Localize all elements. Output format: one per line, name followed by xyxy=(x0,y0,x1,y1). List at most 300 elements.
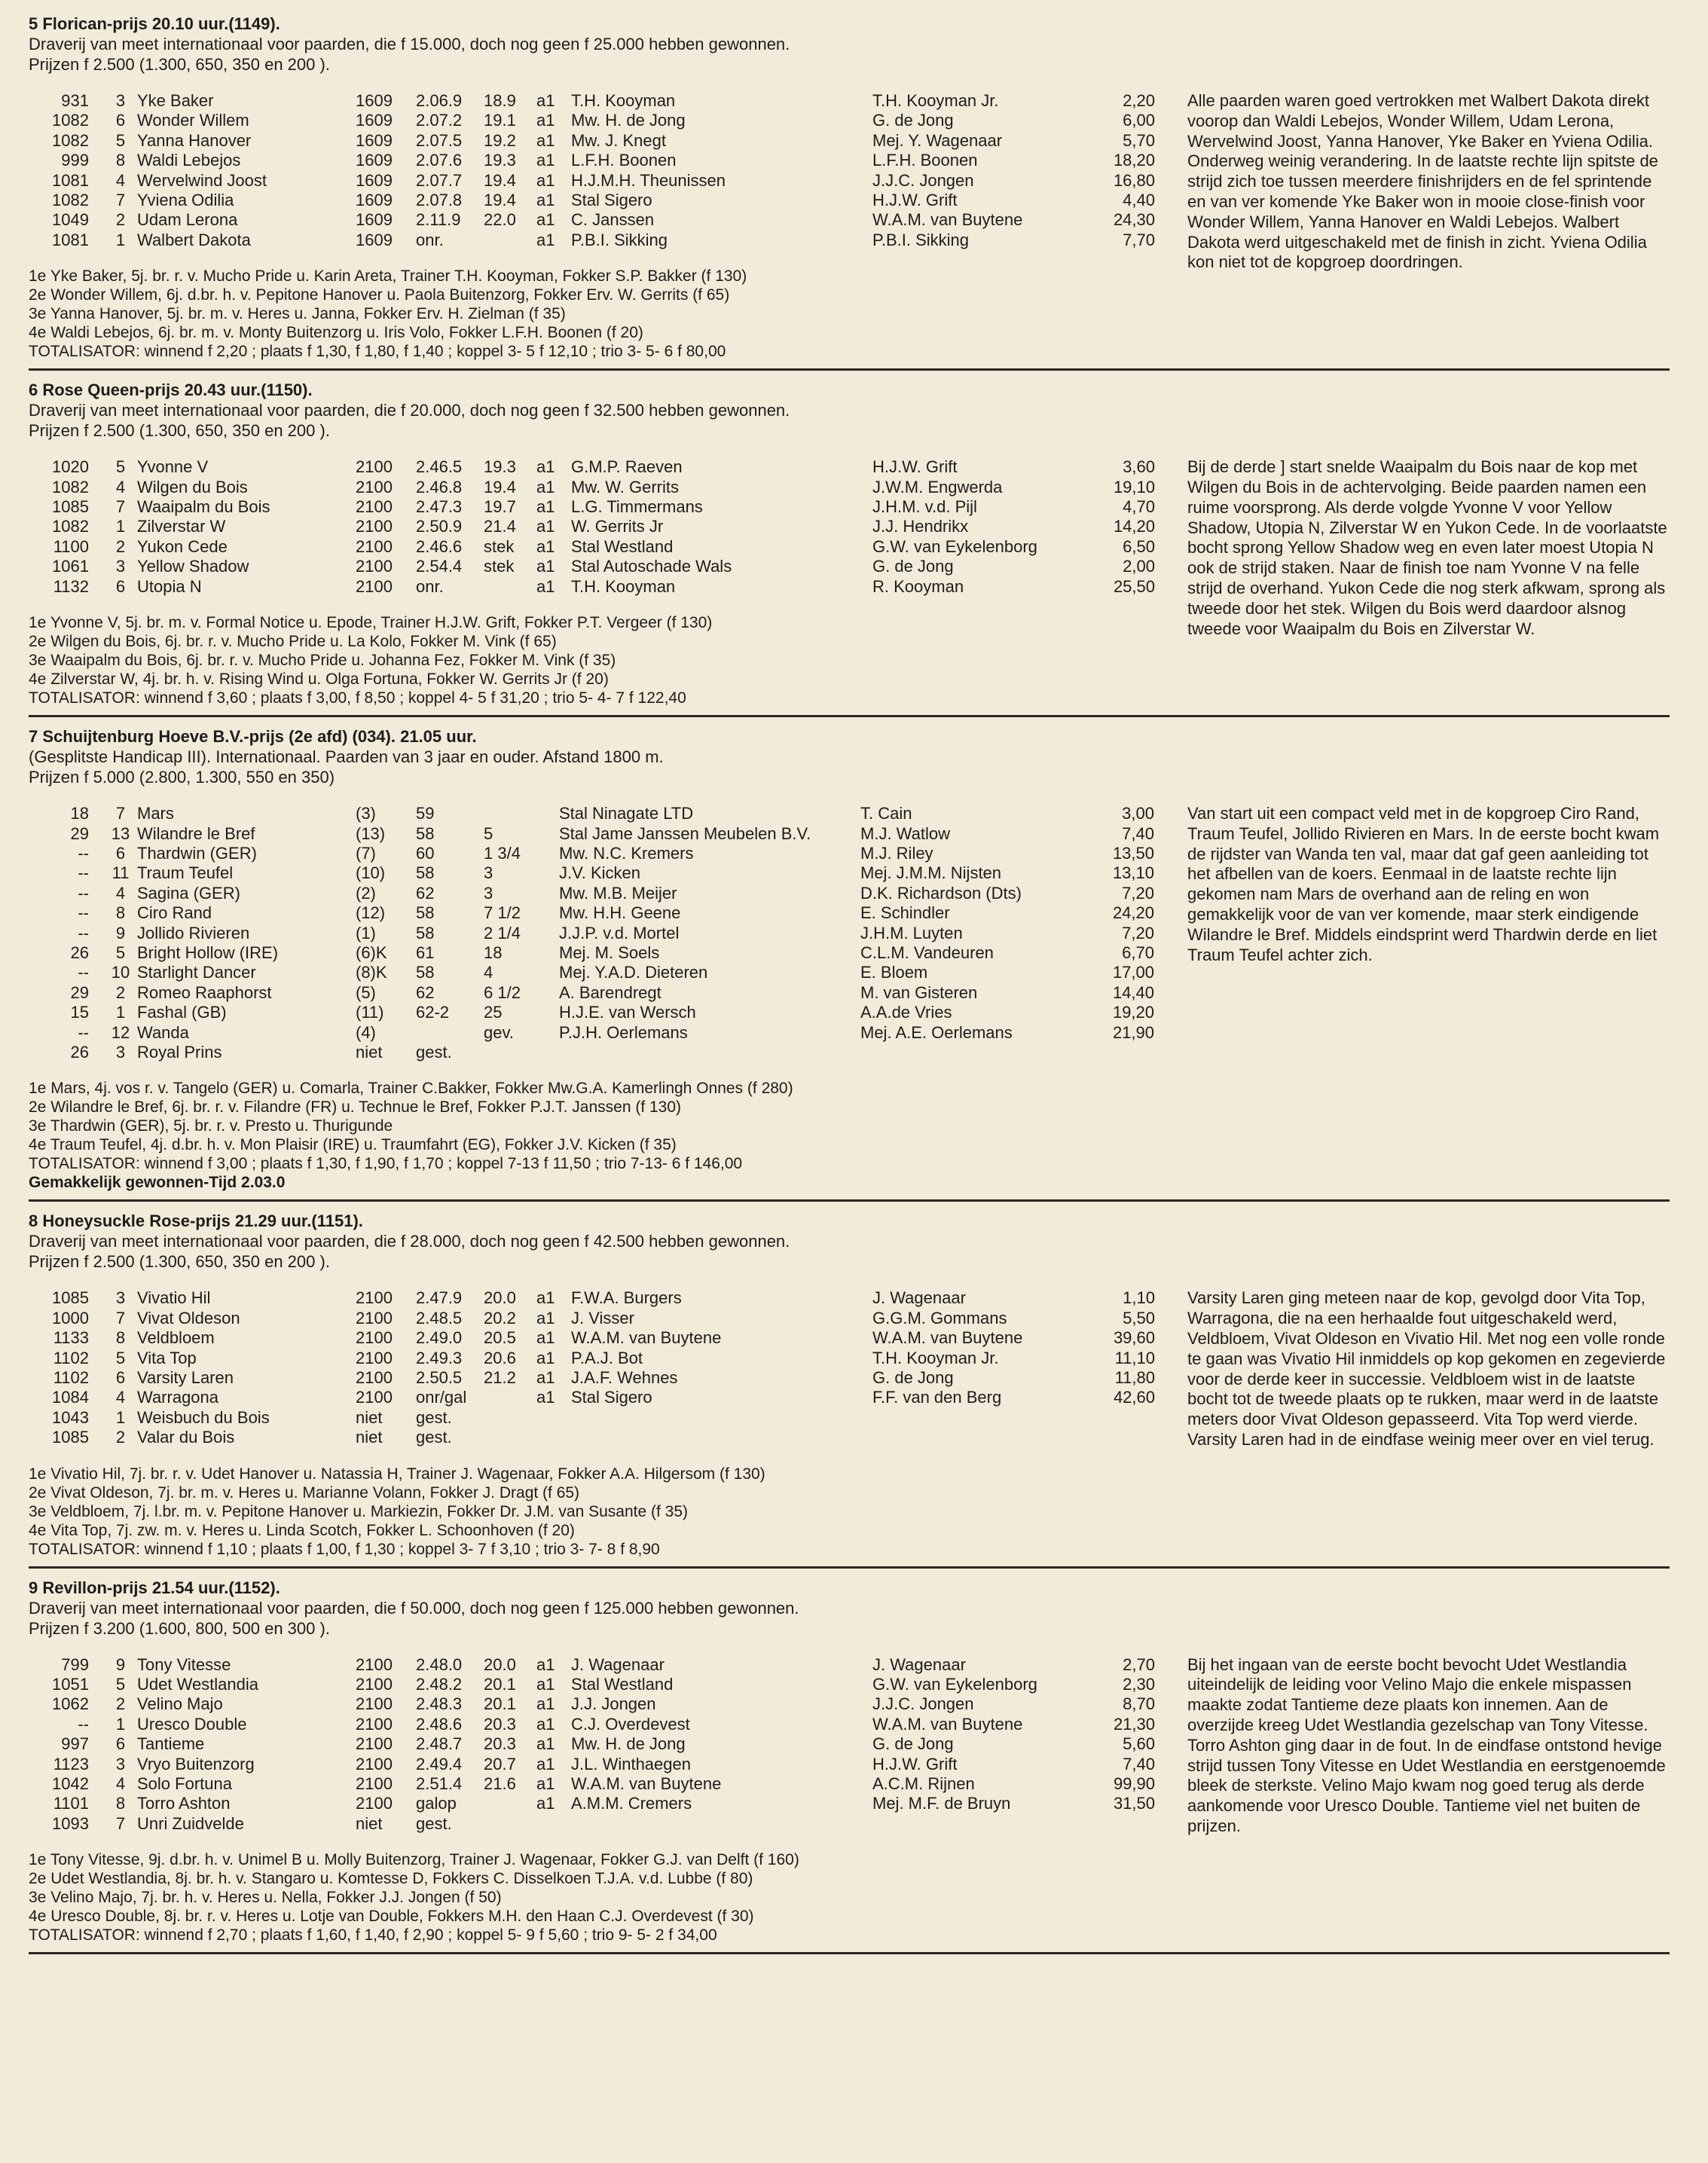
result-cell: 19,20 xyxy=(1112,1003,1154,1022)
result-cell: 13 xyxy=(111,823,130,843)
result-cell: 25,50 xyxy=(1113,576,1155,596)
result-cell: 2100 xyxy=(356,1328,393,1348)
result-cell: E. Schindler xyxy=(860,903,950,923)
result-cell xyxy=(552,924,559,943)
placing-line: 1e Yvonne V, 5j. br. m. v. Formal Notice u. Epode, Trainer H.J.W. Grift, Fokker P.T. Vergeer (f 130) xyxy=(29,614,713,632)
result-cell xyxy=(571,1428,872,1447)
result-cell: (13) xyxy=(356,823,386,843)
result-cell: Vita Top xyxy=(137,1348,197,1367)
result-cell: a1 xyxy=(536,130,555,150)
result-cell: 21,30 xyxy=(1113,1714,1155,1734)
result-cell: F.W.A. Burgers xyxy=(571,1288,682,1308)
race-prizes: Prijzen f 5.000 (2.800, 1.300, 550 en 350) xyxy=(29,768,335,787)
placings xyxy=(29,1465,1165,1559)
result-cell: Mej. J.M.M. Nijsten xyxy=(860,863,1002,883)
result-cell: (3) xyxy=(356,804,376,823)
race-commentary: Van start uit een compact veld met in de kopgroep Ciro Rand, Traum Teufel, Jollido Rivieren en Mars. In de eerste bocht kwam de rijdster van Wanda ten val, maar dat gaf geen aanleiding tot het afbellen van de koers. Eenmaal in de laatste rechte lijn gekomen nam Mars de overhand aan de reling en won gemakkelijk voor de van ver komende, maar sterk eindigende Wilandre le Bref. Middels eindsprint werd Thardwin derde en liet Traum Teufel achter zich. xyxy=(1187,804,1660,964)
result-cell: 2100 xyxy=(356,517,393,536)
result-cell: Yke Baker xyxy=(137,91,214,110)
result-cell: 61 xyxy=(416,942,435,962)
result-cell: 1085 xyxy=(52,1288,89,1308)
result-cell xyxy=(1064,1043,1154,1062)
result-row xyxy=(29,91,1155,111)
result-cell: 2100 xyxy=(356,536,393,556)
race-section xyxy=(29,1578,1670,1955)
result-cell: 21,90 xyxy=(1112,1022,1154,1042)
section-divider xyxy=(29,1566,1670,1569)
result-cell: 7 1/2 xyxy=(484,903,521,923)
result-cell xyxy=(552,863,559,883)
result-cell: a1 xyxy=(536,497,555,517)
result-cell: Stal Sigero xyxy=(571,1388,652,1407)
results-table xyxy=(29,804,1154,1062)
result-cell xyxy=(1065,1428,1155,1447)
result-cell: gev. xyxy=(484,1022,514,1042)
result-cell: 3,00 xyxy=(1122,804,1154,823)
placing-line: 2e Vivat Oldeson, 7j. br. m. v. Heres u. Marianne Volann, Fokker J. Dragt (f 65) xyxy=(29,1483,580,1502)
result-cell: 1051 xyxy=(52,1675,89,1694)
result-cell: 4 xyxy=(115,170,126,190)
result-cell: 997 xyxy=(61,1734,89,1754)
result-cell: J.A.F. Wehnes xyxy=(571,1368,678,1387)
result-cell xyxy=(872,1428,1065,1447)
result-cell: 58 xyxy=(416,863,435,883)
result-cell: 6 xyxy=(115,1368,126,1387)
result-cell: M.J. Riley xyxy=(860,843,933,863)
race-header xyxy=(29,380,1670,441)
result-cell: 5,60 xyxy=(1123,1734,1155,1754)
result-cell: Walbert Dakota xyxy=(137,230,251,249)
result-cell: 11,10 xyxy=(1114,1348,1155,1367)
result-cell: 3,60 xyxy=(1123,457,1155,477)
result-cell xyxy=(484,1408,536,1428)
result-cell: 7,70 xyxy=(1123,230,1155,249)
result-cell: 1 xyxy=(115,230,126,249)
result-cell xyxy=(484,577,536,597)
result-cell: niet xyxy=(356,1407,383,1427)
result-cell: P.J.H. Oerlemans xyxy=(559,1022,688,1042)
result-cell: W.A.M. van Buytene xyxy=(872,1714,1023,1734)
result-cell: Veldbloem xyxy=(137,1328,215,1348)
result-cell: 2 1/4 xyxy=(484,923,521,942)
result-cell: 6 1/2 xyxy=(484,982,521,1002)
result-cell: 8 xyxy=(115,1328,126,1348)
result-cell: a1 xyxy=(536,1714,555,1734)
result-cell: (4) xyxy=(356,1022,376,1042)
result-cell: 18 xyxy=(484,942,503,962)
result-cell: a1 xyxy=(536,557,555,576)
race-section xyxy=(29,726,1670,1202)
result-cell: Stal Ninagate LTD xyxy=(559,804,694,823)
result-cell: 58 xyxy=(416,963,435,982)
result-cell: J. Visser xyxy=(571,1308,634,1327)
result-cell: 2 xyxy=(115,1694,126,1714)
result-cell: 1081 xyxy=(52,230,89,249)
result-cell: J. Wagenaar xyxy=(872,1654,966,1674)
result-row xyxy=(29,131,1155,151)
result-cell: -- xyxy=(78,843,89,863)
result-cell: (10) xyxy=(356,863,386,883)
placing-line: 4e Vita Top, 7j. zw. m. v. Heres u. Linda Scotch, Fokker L. Schoonhoven (f 20) xyxy=(29,1521,575,1539)
result-cell: (11) xyxy=(356,1003,384,1022)
result-cell: 2100 xyxy=(356,1388,393,1407)
result-cell: G.M.P. Raeven xyxy=(571,457,683,477)
result-cell: 18.9 xyxy=(484,91,516,110)
result-cell: a1 xyxy=(536,1794,555,1813)
result-cell: Waaipalm du Bois xyxy=(137,497,270,517)
result-cell: -- xyxy=(78,1714,89,1734)
result-row xyxy=(29,1003,1154,1022)
result-row xyxy=(29,1388,1155,1407)
result-cell: 2100 xyxy=(356,457,393,477)
result-cell xyxy=(484,1043,552,1062)
result-cell: J.J. Hendrikx xyxy=(872,517,969,536)
placings xyxy=(29,613,1165,707)
result-cell: a1 xyxy=(536,151,555,170)
result-cell xyxy=(860,1043,1064,1062)
result-cell: 5 xyxy=(115,1348,126,1367)
result-row xyxy=(29,1349,1155,1368)
result-cell: Jollido Rivieren xyxy=(137,923,250,942)
result-cell: 19,10 xyxy=(1113,477,1155,496)
result-cell: 5 xyxy=(115,130,126,150)
result-cell: 19.7 xyxy=(484,497,516,517)
result-cell: 2100 xyxy=(356,1714,393,1734)
result-cell: 1 3/4 xyxy=(484,843,521,863)
result-cell: G.G.M. Gommans xyxy=(872,1308,1007,1327)
race-commentary: Bij de derde ] start snelde Waaipalm du Bois naar de kop met Wilgen du Bois in de achtervolging. Beide paarden namen een ruime voorsprong. Als derde volgde Yvonne V voor Yellow Shadow, Utopia N, Zilverstar W en Yukon Cede. In de voorlaatste bocht sprong Yellow Shadow weg en even later moest Utopia N ook de strijd staken. Naar de finish toe nam Yvonne V na felle strijd de overhand. Yukon Cede die nog sterk afkwam, sprong als tweede door het stek. Wilgen du Bois werd daardoor alsnog tweede voor Waaipalm du Bois en Zilverstar W. xyxy=(1187,457,1667,638)
result-cell: 2.07.8 xyxy=(416,191,463,210)
result-cell: 1609 xyxy=(356,91,393,110)
race-prizes: Prijzen f 2.500 (1.300, 650, 350 en 200 ). xyxy=(29,1252,330,1272)
placing-line: TOTALISATOR: winnend f 3,60 ; plaats f 3,00, f 8,50 ; koppel 4- 5 f 31,20 ; trio 5- 4- 7 f 122,40 xyxy=(29,689,686,707)
result-cell: Mw. W. Gerrits xyxy=(571,477,679,496)
result-cell: F.F. van den Berg xyxy=(872,1388,1002,1407)
result-cell: Traum Teufel xyxy=(137,863,234,883)
result-cell: 20.1 xyxy=(484,1675,516,1694)
result-cell: H.J.W. Grift xyxy=(872,191,958,210)
placing-line: 3e Velino Majo, 7j. br. h. v. Heres u. Nella, Fokker J.J. Jongen (f 50) xyxy=(29,1889,502,1907)
result-cell: Bright Hollow (IRE) xyxy=(137,942,279,962)
result-cell: P.B.I. Sikking xyxy=(872,230,969,249)
result-cell: 1085 xyxy=(52,1428,89,1447)
placings xyxy=(29,267,1165,361)
result-cell: 2100 xyxy=(356,477,393,496)
result-cell xyxy=(552,804,559,823)
result-cell: Mej. M. Soels xyxy=(559,942,660,962)
placing-line: 3e Thardwin (GER), 5j. br. r. v. Presto u. Thurigunde xyxy=(29,1117,393,1135)
result-cell: Yellow Shadow xyxy=(137,557,249,576)
result-row xyxy=(29,1368,1155,1388)
result-cell: 1043 xyxy=(52,1407,89,1427)
result-cell: Stal Westland xyxy=(571,1675,674,1694)
result-cell: 7 xyxy=(115,1813,126,1833)
result-cell: 59 xyxy=(416,804,435,823)
result-cell: 9 xyxy=(115,1654,126,1674)
result-row xyxy=(29,844,1154,863)
result-cell: 17,00 xyxy=(1112,963,1154,982)
result-cell: 2.46.8 xyxy=(416,477,463,496)
results-table xyxy=(29,91,1155,250)
result-cell: 25 xyxy=(484,1003,503,1022)
result-cell: 6 xyxy=(115,1734,126,1754)
result-cell: 39,60 xyxy=(1113,1328,1155,1348)
result-cell: 2.07.5 xyxy=(416,130,463,150)
result-cell: 1132 xyxy=(53,576,89,596)
result-cell: 16,80 xyxy=(1113,170,1155,190)
result-row xyxy=(29,191,1155,210)
result-cell: a1 xyxy=(536,1774,555,1794)
result-cell xyxy=(552,1023,559,1043)
result-cell xyxy=(559,1043,860,1062)
result-cell: 29 xyxy=(70,823,89,843)
result-cell: W.A.M. van Buytene xyxy=(571,1774,722,1794)
result-cell: G. de Jong xyxy=(872,557,954,576)
result-cell: 26 xyxy=(70,942,89,962)
result-cell: J. Wagenaar xyxy=(872,1288,966,1308)
result-cell: Torro Ashton xyxy=(137,1794,231,1813)
result-cell: 6 xyxy=(115,111,126,130)
result-cell: 1101 xyxy=(53,1794,89,1813)
result-cell xyxy=(416,1023,484,1043)
race-header xyxy=(29,1578,1670,1639)
race-title: 9 Revillon-prijs 21.54 uur.(1152). xyxy=(29,1578,280,1597)
result-cell xyxy=(872,1814,1065,1834)
result-row xyxy=(29,111,1155,130)
result-cell xyxy=(484,1428,536,1447)
result-cell: 2100 xyxy=(356,557,393,576)
result-cell xyxy=(571,1814,872,1834)
result-cell: 1085 xyxy=(52,497,89,517)
result-row xyxy=(29,557,1155,576)
result-cell: galop xyxy=(416,1794,457,1813)
result-cell: 4 xyxy=(115,477,126,496)
result-cell xyxy=(571,1408,872,1428)
result-cell: 3 xyxy=(115,1288,126,1308)
result-cell: J.H.M. Luyten xyxy=(860,923,963,942)
result-cell: 3 xyxy=(115,1042,126,1062)
result-cell: Sagina (GER) xyxy=(137,883,240,903)
placing-line: 2e Wilandre le Bref, 6j. br. r. v. Filandre (FR) u. Technue le Bref, Fokker P.J.T. Janssen (f 130) xyxy=(29,1098,682,1117)
result-cell: H.J.W. Grift xyxy=(872,1754,958,1773)
race-title: 7 Schuijtenburg Hoeve B.V.-prijs (2e afd) (034). 21.05 uur. xyxy=(29,727,477,747)
result-cell: 11,80 xyxy=(1114,1368,1155,1387)
placing-line: 3e Waaipalm du Bois, 6j. br. r. v. Mucho Pride u. Johanna Fez, Fokker M. Vink (f 35) xyxy=(29,652,616,670)
result-cell: 1020 xyxy=(52,457,89,477)
results-table xyxy=(29,1655,1155,1835)
result-cell xyxy=(536,1408,571,1428)
result-cell: a1 xyxy=(536,230,555,249)
result-cell: C.J. Overdevest xyxy=(571,1714,690,1734)
result-cell: Tantieme xyxy=(137,1734,205,1754)
result-cell: T.H. Kooyman xyxy=(571,91,676,110)
result-cell: 19.1 xyxy=(484,111,516,130)
result-cell: 4 xyxy=(484,963,493,982)
result-cell: 5,70 xyxy=(1123,130,1155,150)
result-cell: 8 xyxy=(115,1794,126,1813)
race-commentary: Alle paarden waren goed vertrokken met Walbert Dakota direkt voorop dan Waldi Lebejos, Wonder Willem, Udam Lerona, Wervelwind Joost, Yanna Hanover, Yke Baker en Yviena Odilia. Onderweg weinig verandering. In de laatste rechte lijn spitste de strijd zich toe tussen meerdere finishrijders en de fel sprintende en van ver komende Yke Baker won in mooie close-finish voor Wonder Willem, Yanna Hanover en Waldi Lebejos. Walbert Dakota werd uitgeschakeld met de finish in zicht. Yviena Odilia kon niet tot de kopgroep doordringen. xyxy=(1187,91,1658,272)
result-cell: 4 xyxy=(115,1388,126,1407)
result-cell: -- xyxy=(78,863,89,883)
result-cell: Stal Westland xyxy=(571,536,674,556)
result-cell: gest. xyxy=(416,1042,452,1062)
results-column xyxy=(29,1288,1165,1558)
result-cell: J. Wagenaar xyxy=(571,1654,665,1674)
result-cell: 5 xyxy=(115,1675,126,1694)
result-cell: 999 xyxy=(61,151,89,170)
result-cell: W.A.M. van Buytene xyxy=(571,1328,722,1348)
result-cell: 19.4 xyxy=(484,477,516,496)
result-cell: a1 xyxy=(536,1388,555,1407)
result-cell: Vivatio Hil xyxy=(137,1288,211,1308)
race-note: Gemakkelijk gewonnen-Tijd 2.03.0 xyxy=(29,1174,286,1192)
result-cell: G.W. van Eykelenborg xyxy=(872,1675,1037,1694)
result-cell: Utopia N xyxy=(137,576,202,596)
race-conditions: Draverij van meet internationaal voor paarden, die f 20.000, doch nog geen f 32.500 hebben gewonnen. xyxy=(29,401,790,420)
result-cell: 2.48.0 xyxy=(416,1654,463,1674)
result-cell: 60 xyxy=(416,843,435,863)
result-cell: P.B.I. Sikking xyxy=(571,230,668,249)
result-cell: 7,20 xyxy=(1122,923,1154,942)
result-cell: a1 xyxy=(536,457,555,477)
placing-line: 1e Yke Baker, 5j. br. r. v. Mucho Pride u. Karin Areta, Trainer T.H. Kooyman, Fokker S.P. Bakker (f 130) xyxy=(29,267,747,286)
result-cell: 1082 xyxy=(52,191,89,210)
race-header xyxy=(29,726,1670,787)
placing-line: TOTALISATOR: winnend f 3,00 ; plaats f 1,30, f 1,90, f 1,70 ; koppel 7-13 f 11,50 ; trio 7-13- 6 f 146,00 xyxy=(29,1155,743,1173)
result-cell: 5,50 xyxy=(1123,1308,1155,1327)
result-cell: Wanda xyxy=(137,1022,189,1042)
result-cell: Mw. H.H. Geene xyxy=(559,903,681,923)
result-cell: 7,40 xyxy=(1122,823,1154,843)
result-cell: 3 xyxy=(115,557,126,576)
result-cell: Mej. Y.A.D. Dieteren xyxy=(559,963,708,982)
placing-line: 1e Mars, 4j. vos r. v. Tangelo (GER) u. Comarla, Trainer C.Bakker, Fokker Mw.G.A. Kamerlingh Onnes (f 280) xyxy=(29,1080,793,1098)
result-cell xyxy=(552,824,559,844)
result-cell: 6,50 xyxy=(1123,536,1155,556)
result-cell: 58 xyxy=(416,823,435,843)
result-cell: 13,10 xyxy=(1112,863,1154,883)
result-cell: 2.48.7 xyxy=(416,1734,463,1754)
result-cell: Udam Lerona xyxy=(137,210,238,230)
result-cell: J.H.M. v.d. Pijl xyxy=(872,497,977,517)
result-cell: 62 xyxy=(416,982,435,1002)
result-cell: 1000 xyxy=(52,1308,89,1327)
result-cell: 2.50.5 xyxy=(416,1368,463,1387)
result-row xyxy=(29,1694,1155,1714)
result-cell: Yukon Cede xyxy=(137,536,228,556)
result-cell: 26 xyxy=(70,1042,89,1062)
result-cell: A. Barendregt xyxy=(559,982,662,1002)
results-column xyxy=(29,1655,1165,1945)
result-cell: 12 xyxy=(111,1022,130,1042)
result-row xyxy=(29,1309,1155,1328)
race-conditions: Draverij van meet internationaal voor paarden, die f 15.000, doch nog geen f 25.000 hebben gewonnen. xyxy=(29,35,790,53)
result-cell: 3 xyxy=(115,1754,126,1773)
placings xyxy=(29,1850,1165,1945)
result-cell: a1 xyxy=(536,1675,555,1694)
result-row xyxy=(29,1734,1155,1754)
result-cell: Udet Westlandia xyxy=(137,1675,259,1694)
race-prizes: Prijzen f 2.500 (1.300, 650, 350 en 200 ). xyxy=(29,421,330,441)
result-cell: Mw. M.B. Meijer xyxy=(559,883,677,903)
section-divider xyxy=(29,368,1670,371)
result-cell xyxy=(552,963,559,982)
result-cell: 1081 xyxy=(52,170,89,190)
result-cell: 21.4 xyxy=(484,517,516,536)
placing-line: TOTALISATOR: winnend f 2,20 ; plaats f 1,30, f 1,80, f 1,40 ; koppel 3- 5 f 12,10 ; trio 3- 5- 6 f 80,00 xyxy=(29,343,726,361)
result-cell: 1082 xyxy=(52,517,89,536)
result-cell: 62 xyxy=(416,883,435,903)
result-cell: Solo Fortuna xyxy=(137,1774,232,1794)
result-cell xyxy=(1065,1814,1155,1834)
result-row xyxy=(29,884,1154,903)
result-cell: 19.4 xyxy=(484,191,516,210)
result-cell: C. Janssen xyxy=(571,210,655,230)
result-cell: 24,30 xyxy=(1113,210,1155,230)
result-row xyxy=(29,151,1155,170)
result-cell: 7,20 xyxy=(1122,883,1154,903)
result-cell xyxy=(484,1388,536,1407)
result-cell: Stal Jame Janssen Meubelen B.V. xyxy=(559,823,811,843)
result-cell: 20.3 xyxy=(484,1734,516,1754)
result-cell: (7) xyxy=(356,843,376,863)
placing-line: 4e Zilverstar W, 4j. br. h. v. Rising Wind u. Olga Fortuna, Fokker W. Gerrits Jr (f 20) xyxy=(29,671,609,689)
result-cell: J.J. Jongen xyxy=(571,1694,656,1714)
result-cell xyxy=(552,844,559,863)
result-cell: 2.47.3 xyxy=(416,497,463,517)
result-cell: 2.54.4 xyxy=(416,557,463,576)
result-cell: -- xyxy=(78,963,89,982)
result-cell: 2.48.6 xyxy=(416,1714,463,1734)
result-row xyxy=(29,1814,1155,1834)
result-cell: 31,50 xyxy=(1113,1794,1155,1813)
result-cell: 4 xyxy=(115,1774,126,1794)
result-cell: 1609 xyxy=(356,210,393,230)
result-row xyxy=(29,497,1155,517)
section-divider xyxy=(29,715,1670,717)
result-cell: onr/gal xyxy=(416,1388,467,1407)
result-cell: 2.49.4 xyxy=(416,1754,463,1773)
result-cell: Romeo Raaphorst xyxy=(137,982,272,1002)
race-prizes: Prijzen f 2.500 (1.300, 650, 350 en 200 ). xyxy=(29,55,330,74)
placing-line: 2e Udet Westlandia, 8j. br. h. v. Stangaro u. Komtesse D, Fokkers C. Disselkoen T.J.A. v.d. Lubbe (f 80) xyxy=(29,1870,753,1888)
result-cell: 1062 xyxy=(52,1694,89,1714)
result-cell xyxy=(484,804,552,823)
result-cell: 7,40 xyxy=(1123,1754,1155,1773)
section-divider xyxy=(29,1952,1670,1954)
result-cell: 1609 xyxy=(356,170,393,190)
result-cell: 3 xyxy=(484,863,493,883)
result-cell: 22.0 xyxy=(484,210,516,230)
result-cell: 1609 xyxy=(356,191,393,210)
result-cell: Weisbuch du Bois xyxy=(137,1407,270,1427)
result-cell: a1 xyxy=(536,1734,555,1754)
result-cell: 3 xyxy=(115,91,126,110)
result-cell: J.V. Kicken xyxy=(559,863,641,883)
race-body xyxy=(29,91,1670,361)
result-cell: 2.07.7 xyxy=(416,170,463,190)
result-cell: 10 xyxy=(111,963,130,982)
result-cell: (2) xyxy=(356,883,376,903)
result-row xyxy=(29,983,1154,1003)
result-cell: onr. xyxy=(416,230,444,249)
result-row xyxy=(29,863,1154,883)
result-cell: 19.4 xyxy=(484,170,516,190)
result-cell: a1 xyxy=(536,170,555,190)
result-cell: 5 xyxy=(115,457,126,477)
result-cell: 2100 xyxy=(356,1754,393,1773)
result-cell xyxy=(552,1003,559,1022)
